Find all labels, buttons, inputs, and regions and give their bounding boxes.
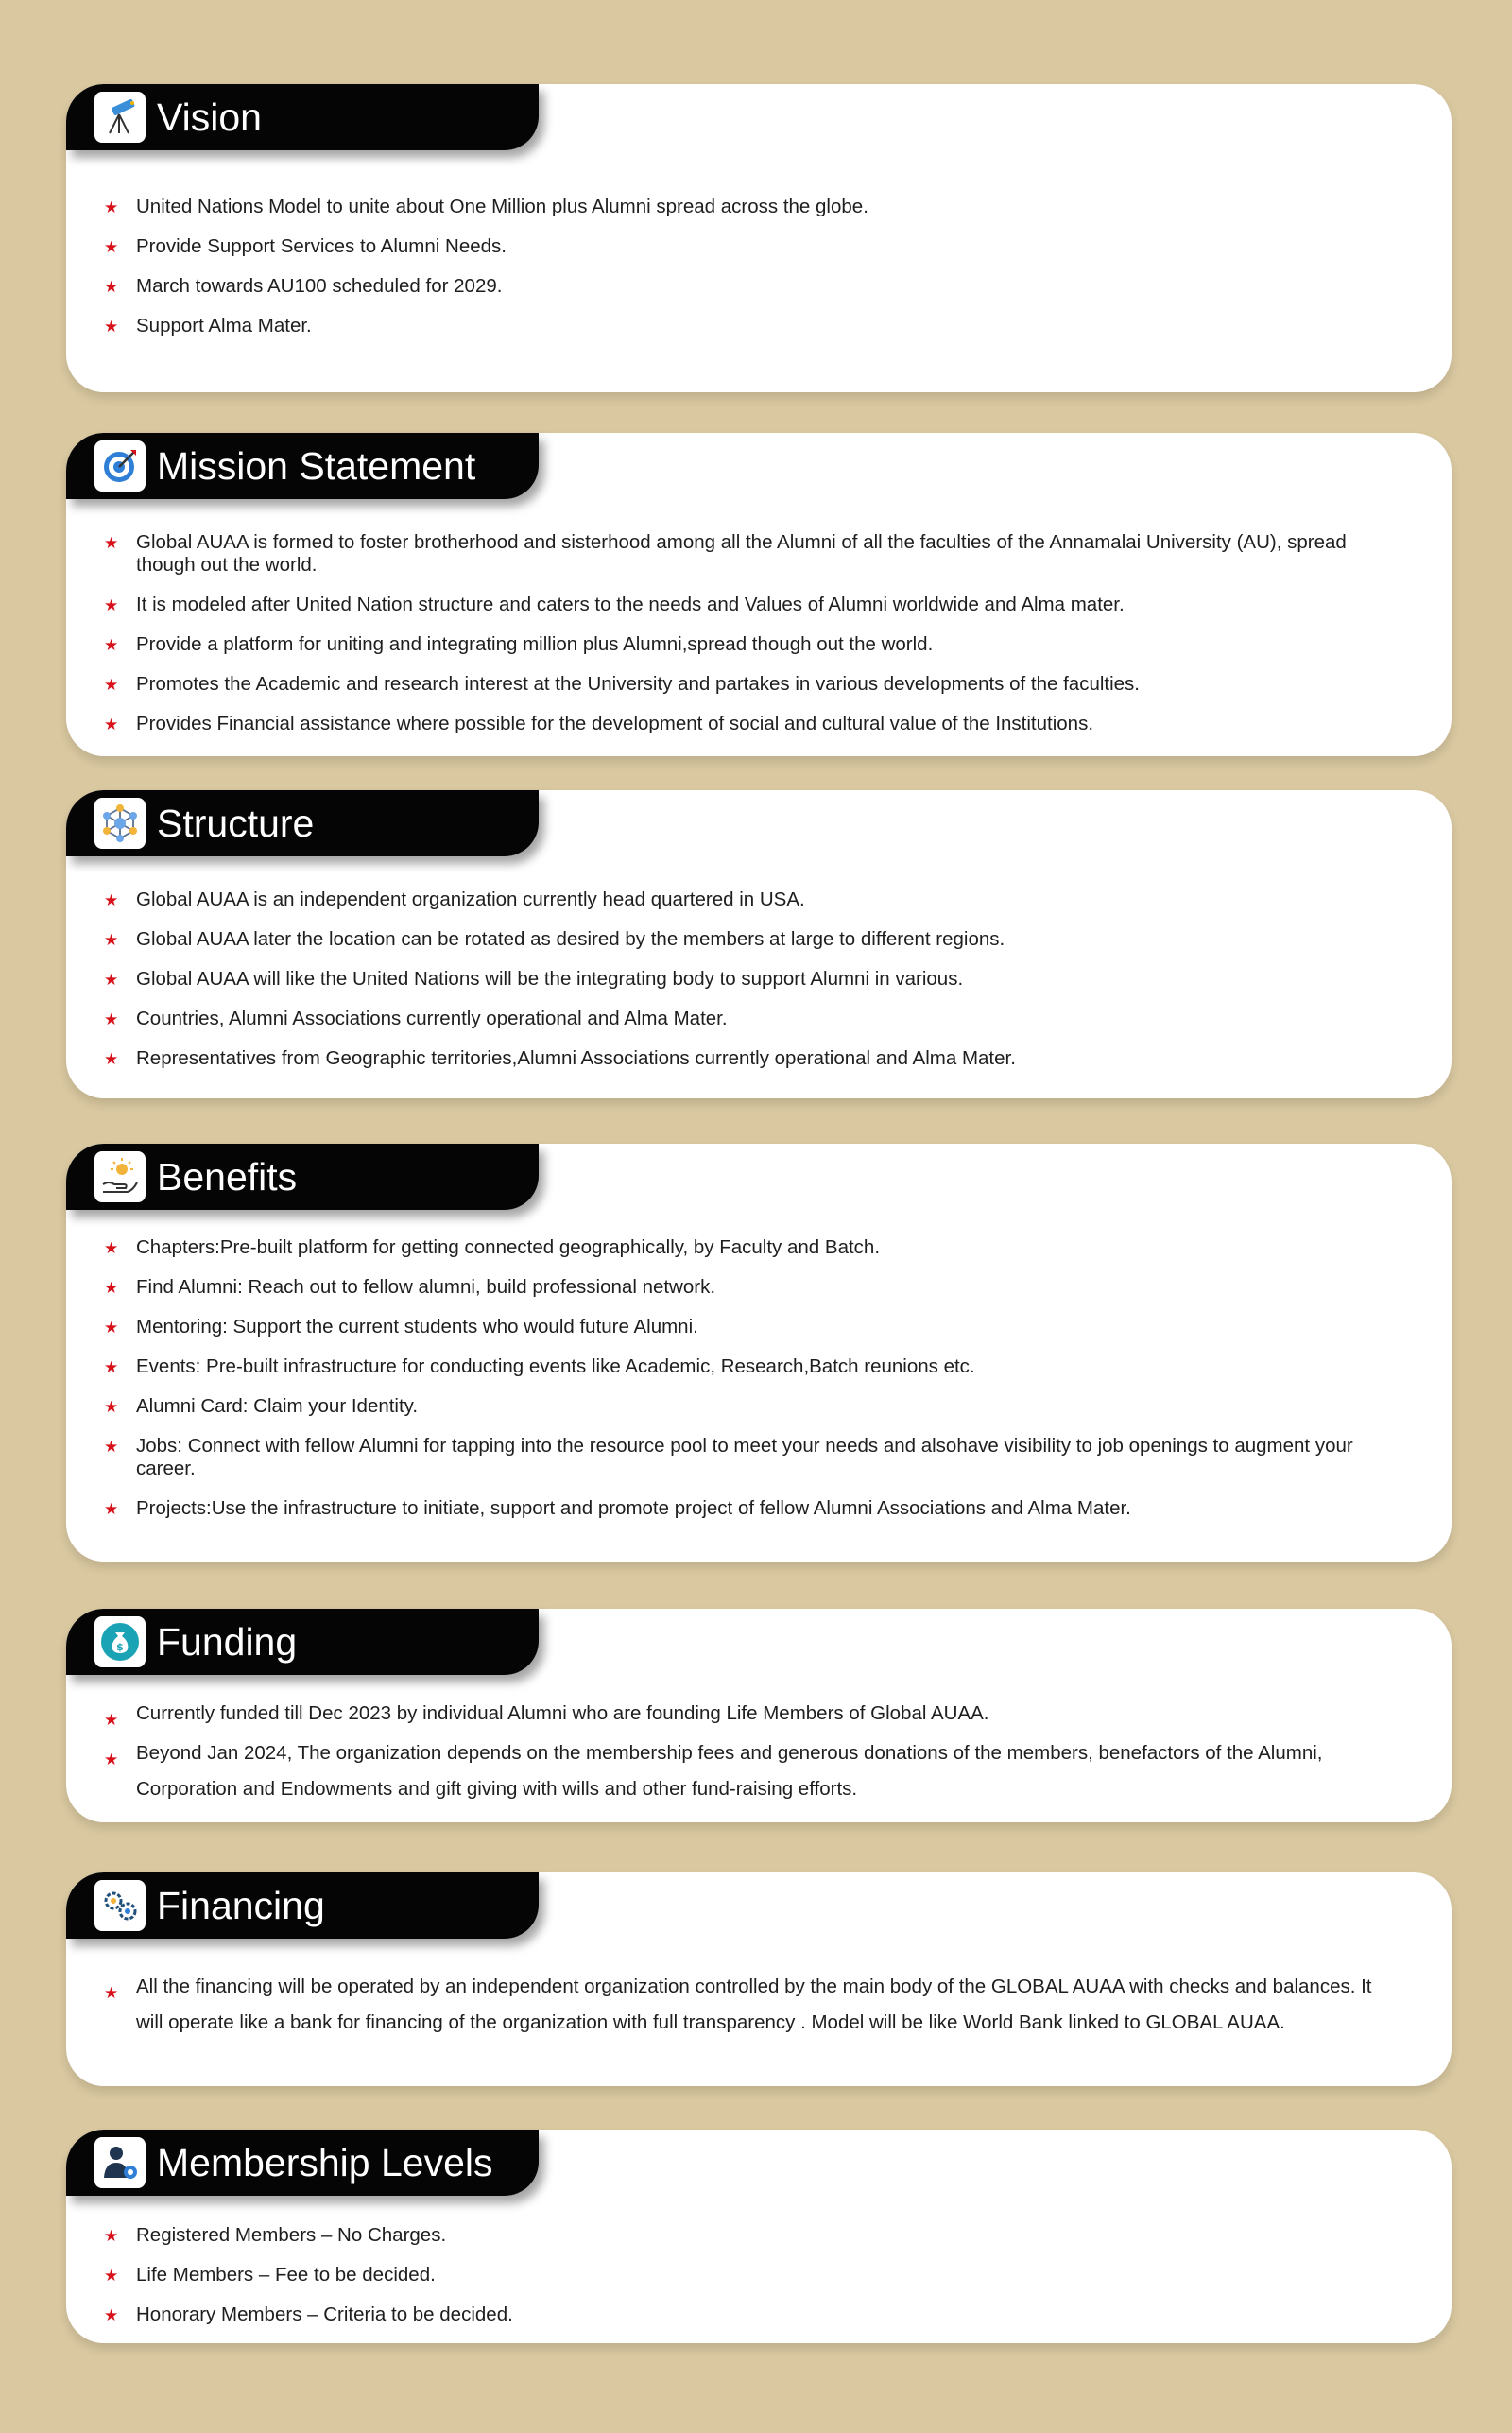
section-vision bbox=[66, 84, 1452, 392]
list-item: ★ Provide Support Services to Alumni Needs. bbox=[104, 235, 507, 257]
section-title: Financing bbox=[157, 1883, 325, 1927]
star-bullet-icon: ★ bbox=[104, 198, 119, 217]
item-list bbox=[104, 1969, 1376, 2045]
target-icon bbox=[94, 440, 146, 492]
star-bullet-icon: ★ bbox=[104, 2306, 119, 2325]
section-financing bbox=[66, 1872, 1452, 2086]
star-bullet-icon: ★ bbox=[104, 1500, 119, 1519]
star-bullet-icon: ★ bbox=[104, 534, 119, 553]
list-item: ★ March towards AU100 scheduled for 2029. bbox=[104, 275, 503, 297]
svg-text:$: $ bbox=[116, 1641, 124, 1653]
list-item: ★ Global AUAA will like the United Nations will be the integrating body to support Alumni in various. bbox=[104, 968, 964, 990]
star-bullet-icon: ★ bbox=[104, 2227, 119, 2246]
list-item: ★ Jobs: Connect with fellow Alumni for tapping into the resource pool to meet your needs and alsohave visibility to job openings to augment your career. bbox=[104, 1435, 1353, 1479]
section-header bbox=[66, 2130, 539, 2196]
list-item: ★ United Nations Model to unite about One Million plus Alumni spread across the globe. bbox=[104, 196, 868, 217]
section-membership-levels bbox=[66, 2130, 1452, 2343]
list-item: ★ Global AUAA is an independent organization currently head quartered in USA. bbox=[104, 889, 805, 910]
star-bullet-icon: ★ bbox=[104, 238, 119, 257]
list-item: ★ Countries, Alumni Associations currently operational and Alma Mater. bbox=[104, 1008, 728, 1029]
section-title: Funding bbox=[157, 1619, 298, 1664]
star-bullet-icon: ★ bbox=[104, 1398, 119, 1417]
star-bullet-icon: ★ bbox=[104, 318, 119, 336]
list-item: ★ Promotes the Academic and research interest at the University and partakes in various developments of the faculties. bbox=[104, 673, 1140, 695]
section-header bbox=[66, 84, 539, 150]
list-item: ★ Mentoring: Support the current students who would future Alumni. bbox=[104, 1316, 698, 1337]
star-bullet-icon: ★ bbox=[104, 2267, 119, 2286]
list-item: ★ It is modeled after United Nation structure and caters to the needs and Values of Alumni worldwide and Alma mater. bbox=[104, 594, 1125, 615]
section-benefits bbox=[66, 1144, 1452, 1562]
item-list bbox=[104, 2224, 1376, 2343]
star-bullet-icon: ★ bbox=[104, 1239, 119, 1258]
star-bullet-icon: ★ bbox=[104, 1438, 119, 1457]
star-bullet-icon: ★ bbox=[104, 1751, 119, 1769]
section-title: Benefits bbox=[157, 1154, 298, 1199]
section-title: Membership Levels bbox=[157, 2140, 493, 2184]
section-header bbox=[66, 1609, 539, 1675]
star-bullet-icon: ★ bbox=[104, 931, 119, 950]
hand-with-sun-icon bbox=[94, 1151, 146, 1202]
gears-icon bbox=[94, 1880, 146, 1931]
star-bullet-icon: ★ bbox=[104, 1319, 119, 1337]
item-list bbox=[104, 1236, 1376, 1537]
star-bullet-icon: ★ bbox=[104, 1984, 119, 2003]
list-item: ★ Representatives from Geographic territories,Alumni Associations currently operational and Alma Mater. bbox=[104, 1047, 1016, 1069]
section-structure bbox=[66, 790, 1452, 1098]
list-item: ★ Life Members – Fee to be decided. bbox=[104, 2264, 436, 2286]
item-list bbox=[104, 196, 1376, 354]
star-bullet-icon: ★ bbox=[104, 1358, 119, 1377]
list-item: ★ Events: Pre-built infrastructure for conducting events like Academic, Research,Batch reunions etc. bbox=[104, 1355, 975, 1377]
star-bullet-icon: ★ bbox=[104, 1711, 119, 1730]
network-structure-icon bbox=[94, 798, 146, 849]
list-item: ★ Chapters:Pre-built platform for getting connected geographically, by Faculty and Batch. bbox=[104, 1236, 881, 1258]
star-bullet-icon: ★ bbox=[104, 636, 119, 655]
item-list bbox=[104, 889, 1376, 1087]
list-item: ★ Projects:Use the infrastructure to initiate, support and promote project of fellow Alumni Associations and Alma Mater. bbox=[104, 1497, 1131, 1519]
star-bullet-icon: ★ bbox=[104, 716, 119, 734]
list-item: ★ Registered Members – No Charges. bbox=[104, 2224, 447, 2246]
list-item: ★ Support Alma Mater. bbox=[104, 315, 312, 336]
list-item: ★ Beyond Jan 2024, The organization depends on the membership fees and generous donations of the members, benefactors of the Alumni, Corporation and Endowments and gift giving with wills and other fund-raising efforts. bbox=[104, 1742, 1323, 1800]
section-title: Vision bbox=[157, 95, 262, 139]
star-bullet-icon: ★ bbox=[104, 278, 119, 297]
star-bullet-icon: ★ bbox=[104, 596, 119, 615]
money-bag-icon bbox=[94, 1616, 146, 1667]
section-mission-statement bbox=[66, 433, 1452, 756]
item-list bbox=[104, 531, 1376, 752]
list-item: ★ Provides Financial assistance where possible for the development of social and cultural value of the Institutions. bbox=[104, 713, 1094, 734]
list-item: ★ Alumni Card: Claim your Identity. bbox=[104, 1395, 419, 1417]
list-item: ★ Global AUAA later the location can be rotated as desired by the members at large to different regions. bbox=[104, 928, 1005, 950]
item-list bbox=[104, 1696, 1376, 1811]
list-item: ★ Find Alumni: Reach out to fellow alumni, build professional network. bbox=[104, 1276, 716, 1298]
list-item: ★ Global AUAA is formed to foster brotherhood and sisterhood among all the Alumni of all the faculties of the Annamalai University (AU), spread though out the world. bbox=[104, 531, 1347, 576]
list-item: ★ Honorary Members – Criteria to be decided. bbox=[104, 2304, 513, 2325]
member-badge-icon bbox=[94, 2137, 146, 2188]
list-item: ★ Provide a platform for uniting and integrating million plus Alumni,spread though out the world. bbox=[104, 633, 934, 655]
list-item: ★ All the financing will be operated by an independent organization controlled by the main body of the GLOBAL AUAA with checks and balances. It will operate like a bank for financing of the organization with full transparency . Model will be like World Bank linked to GLOBAL AUAA. bbox=[104, 1976, 1372, 2033]
section-title: Structure bbox=[157, 801, 315, 845]
star-bullet-icon: ★ bbox=[104, 891, 119, 910]
section-header bbox=[66, 433, 539, 499]
section-header bbox=[66, 1872, 539, 1939]
star-bullet-icon: ★ bbox=[104, 971, 119, 990]
section-funding bbox=[66, 1609, 1452, 1822]
star-bullet-icon: ★ bbox=[104, 1010, 119, 1029]
star-bullet-icon: ★ bbox=[104, 676, 119, 695]
section-header bbox=[66, 790, 539, 856]
section-title: Mission Statement bbox=[157, 443, 476, 488]
telescope-icon bbox=[94, 92, 146, 143]
star-bullet-icon: ★ bbox=[104, 1050, 119, 1069]
section-header bbox=[66, 1144, 539, 1210]
list-item: ★ Currently funded till Dec 2023 by individual Alumni who are founding Life Members of Global AUAA. bbox=[104, 1696, 1376, 1732]
star-bullet-icon: ★ bbox=[104, 1279, 119, 1298]
